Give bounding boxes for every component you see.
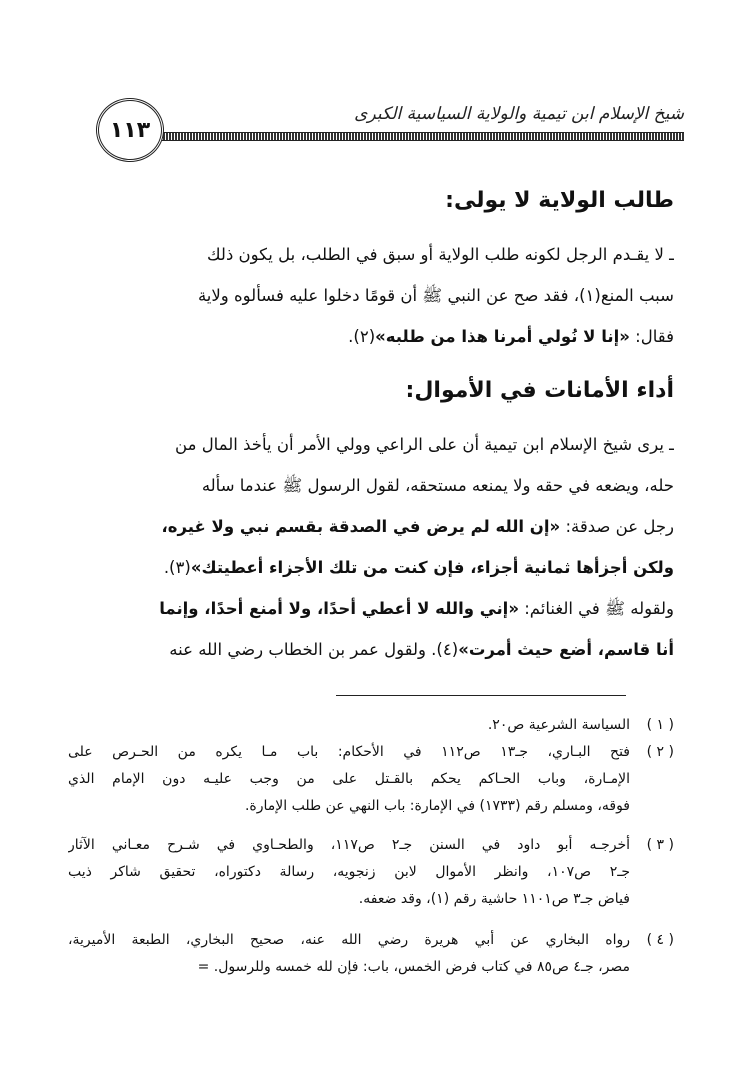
footnote	[68, 739, 674, 820]
paragraph-line	[72, 316, 674, 357]
footnote-line: جـ٢ ص١٠٧، وانظر الأموال لابن زنجويه، رسالة دكتوراه، تحقيق شاكر ذيب	[68, 864, 630, 880]
paragraph-line	[72, 588, 674, 629]
footnote-number: ( ٤ )	[646, 932, 674, 948]
hadith-quote: «إني والله لا أعطي أحدًا، ولا أمنع أحدًا، وإنما	[159, 599, 519, 618]
footnote-separator	[336, 695, 626, 696]
section-heading-1: طالب الولاية لا يولى:	[445, 188, 674, 213]
section-1-paragraph	[72, 234, 674, 357]
footnote-text	[68, 927, 630, 981]
page-number-medallion	[96, 98, 164, 162]
paragraph-line: سبب المنع(١)، فقد صح عن النبي ﷺ أن قومًا دخلوا عليه فسألوه ولاية	[197, 286, 674, 305]
footnote-line: فياض جـ٣ ص١١٠١ حاشية رقم (١)، وقد ضعفه.	[358, 891, 630, 907]
page-number: ١١٣	[109, 117, 151, 143]
paragraph-line	[72, 629, 674, 670]
footnote-line: فتح البـاري، جـ١٣ ص١١٢ في الأحكام: باب مـا يكره من الحـرص على	[68, 744, 630, 760]
footnote-line: الإمـارة، وباب الحـاكم يحكم بالقـتل على من وجب عليـه دون الإمام الذي	[68, 771, 630, 787]
hadith-quote: ولكن أجزأها ثمانية أجزاء، فإن كنت من تلك الأجزاء أعطيتك»	[190, 558, 674, 577]
hadith-quote: «إنا لا نُولي أمرنا هذا من طلبه»	[375, 327, 630, 346]
running-header	[96, 98, 684, 158]
footnote-ref: (٢).	[348, 327, 376, 346]
text-run: رجل عن صدقة:	[560, 517, 674, 536]
footnote-number: ( ٣ )	[646, 837, 674, 853]
footnote-ref: (٣).	[163, 558, 191, 577]
footnote-line: أخرجـه أبو داود في السنن جـ٢ ص١١٧، والطحـاوي في شـرح معـاني الآثار	[68, 837, 630, 853]
footnote	[68, 927, 674, 981]
footnote-line: السياسة الشرعية ص٢٠.	[487, 717, 630, 733]
footnote-line: فوقه، ومسلم رقم (١٧٣٣) في الإمارة: باب النهي عن طلب الإمارة.	[244, 798, 630, 814]
paragraph-line: ـ يرى شيخ الإسلام ابن تيمية أن على الراعي وولي الأمر أن يأخذ المال من	[175, 435, 674, 454]
footnote-line: مصر، جـ٤ ص٨٥ في كتاب فرض الخمس، باب: فإن لله خمسه وللرسول. =	[197, 959, 630, 975]
text-run: فقال:	[629, 327, 674, 346]
footnote-number: ( ٢ )	[646, 744, 674, 760]
paragraph-line	[72, 547, 674, 588]
paragraph-line	[72, 506, 674, 547]
paragraph-line: حله، ويضعه في حقه ولا يمنعه مستحقه، لقول الرسول ﷺ عندما سأله	[201, 476, 674, 495]
text-run: ولقوله ﷺ في الغنائم:	[518, 599, 674, 618]
footnote-text	[68, 832, 630, 913]
footnote-text	[68, 739, 630, 820]
footnote	[68, 832, 674, 913]
section-heading-2: أداء الأمانات في الأموال:	[405, 378, 674, 403]
footnote-text	[68, 712, 630, 739]
footnote-number: ( ١ )	[646, 717, 674, 733]
running-title: شيخ الإسلام ابن تيمية والولاية السياسية الكبرى	[354, 104, 684, 124]
footnote-line: رواه البخاري عن أبي هريرة رضي الله عنه، صحيح البخاري، الطبعة الأميرية،	[68, 932, 630, 948]
paragraph-line: ـ لا يقـدم الرجل لكونه طلب الولاية أو سبق في الطلب، بل يكون ذلك	[207, 245, 674, 264]
hadith-quote: «إن الله لم يرض في الصدقة بقسم نبي ولا غيره،	[161, 517, 561, 536]
text-run: (٤). ولقول عمر بن الخطاب رضي الله عنه	[169, 640, 459, 659]
footnote	[68, 712, 674, 739]
header-ornamental-rule	[148, 132, 684, 141]
hadith-quote: أنا قاسم، أضع حيث أمرت»	[458, 640, 674, 659]
section-2-paragraph	[72, 424, 674, 670]
